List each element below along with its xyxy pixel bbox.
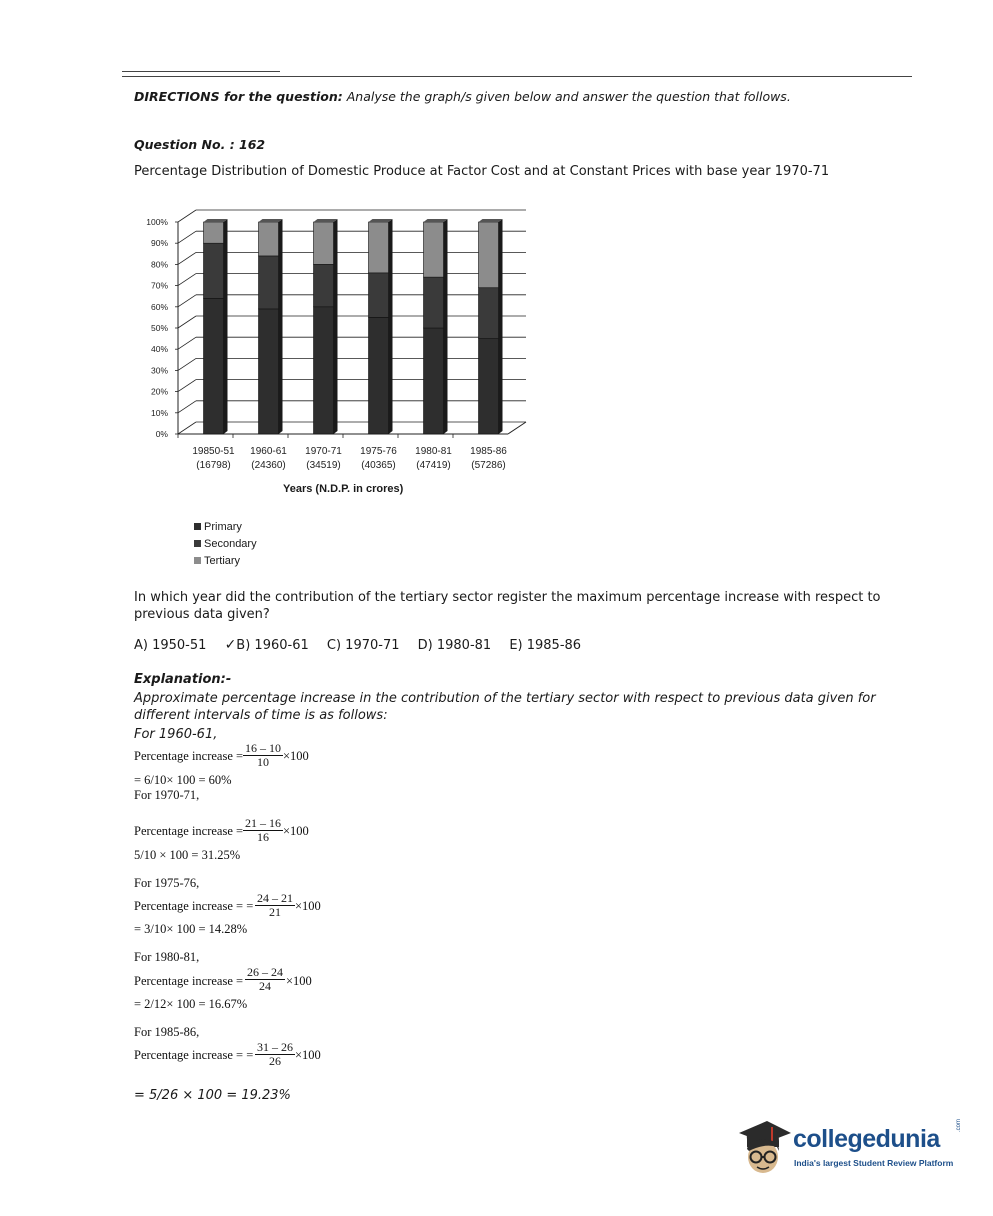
answer-options <box>134 637 595 653</box>
x-tick-label-ndp: (40365) <box>361 460 396 471</box>
bar-tertiary-5 <box>479 222 499 288</box>
x-tick-label-year: 1980-81 <box>415 446 452 457</box>
bar-top-1 <box>259 219 283 222</box>
x-axis-label: Years (N.D.P. in crores) <box>283 483 404 495</box>
calc-label-1975: Percentage increase = = <box>134 899 254 913</box>
bar-secondary-2 <box>314 264 334 306</box>
option-d[interactable]: D) 1980-81 <box>417 638 492 653</box>
bar-top-3 <box>369 219 393 222</box>
x-axis-diagonal <box>508 422 526 434</box>
bar-primary-5 <box>479 339 499 434</box>
grid-diagonal <box>178 380 196 392</box>
grid-diagonal <box>178 422 196 434</box>
y-tick-label: 30% <box>150 365 168 376</box>
question-text: In which year did the contribution of the tertiary sector register the maximum percentage increase with respect to previous data given? <box>134 590 881 622</box>
bar-side-1 <box>279 219 283 434</box>
legend-item-secondary: Secondary <box>194 536 257 553</box>
bar-top-5 <box>479 219 503 222</box>
grid-diagonal <box>178 274 196 286</box>
bar-tertiary-3 <box>369 222 389 273</box>
grid-diagonal <box>178 358 196 370</box>
calc-label-1960: Percentage increase = <box>134 749 244 763</box>
y-tick-label: 60% <box>150 301 168 312</box>
grid-diagonal <box>178 316 196 328</box>
y-tick-label: 20% <box>150 386 168 397</box>
calc-tail-1960: ×100 <box>283 749 309 763</box>
x-tick-label-ndp: (57286) <box>471 460 506 471</box>
legend-swatch-primary <box>194 523 201 530</box>
y-tick-label: 90% <box>150 238 168 249</box>
calc-tail-1985: ×100 <box>295 1048 321 1062</box>
bar-top-4 <box>424 219 448 222</box>
bar-primary-4 <box>424 328 444 434</box>
fraction-1980: $\frac{26 - 24}{24}$ <box>247 965 283 993</box>
legend-item-tertiary: Tertiary <box>194 553 257 570</box>
fraction-1985: $\frac{31 - 26}{26}$ <box>257 1040 293 1068</box>
stacked-bar-chart <box>130 200 550 500</box>
logo-suffix: .com <box>956 1118 962 1132</box>
bar-secondary-1 <box>259 256 279 309</box>
x-tick-label-year: 1970-71 <box>305 446 342 457</box>
option-e[interactable]: E) 1985-86 <box>509 638 582 653</box>
directions-text: Analyse the graph/s given below and answer the question that follows. <box>342 89 791 104</box>
calc-for-1970: For 1970-71, <box>134 788 200 802</box>
bar-secondary-4 <box>424 277 444 328</box>
x-tick-label-ndp: (24360) <box>251 460 286 471</box>
directions-label: DIRECTIONS for the question: <box>134 89 343 104</box>
final-result: = 5/26 × 100 = 19.23% <box>134 1088 291 1103</box>
bar-tertiary-0 <box>204 222 224 243</box>
collegedunia-logo[interactable]: collegedunia <box>793 1125 940 1153</box>
explanation-heading: Explanation:- <box>134 672 232 687</box>
bar-primary-2 <box>314 307 334 434</box>
x-tick-label-year: 1975-76 <box>360 446 397 457</box>
calc-result-1975: = 3/10× 100 = 14.28% <box>134 922 248 936</box>
y-tick-label: 70% <box>150 280 168 291</box>
x-tick-label-ndp: (16798) <box>196 460 231 471</box>
header-rule <box>122 76 912 77</box>
fraction-1975: $\frac{24 - 21}{21}$ <box>257 891 293 919</box>
bar-top-2 <box>314 219 338 222</box>
option-b[interactable]: B) 1960-61 <box>236 638 309 653</box>
option-a[interactable]: A) 1950-51 <box>134 638 207 653</box>
x-tick-label-ndp: (34519) <box>306 460 341 471</box>
grid-diagonal <box>178 401 196 413</box>
chart-legend <box>194 519 257 570</box>
calc-label-1980: Percentage increase = <box>134 974 244 988</box>
grid-diagonal <box>178 295 196 307</box>
fraction-1960: $\frac{16 - 10}{10}$ <box>245 741 281 769</box>
explanation-first-interval: For 1960-61, <box>134 727 218 742</box>
calc-tail-1975: ×100 <box>295 899 321 913</box>
logo-tagline: India's largest Student Review Platform <box>794 1158 954 1168</box>
legend-swatch-secondary <box>194 540 201 547</box>
calc-for-1980: For 1980-81, <box>134 950 200 964</box>
bar-tertiary-4 <box>424 222 444 277</box>
directions <box>134 89 791 104</box>
calc-tail-1980: ×100 <box>286 974 312 988</box>
question-number: Question No. : 162 <box>134 137 266 152</box>
y-tick-label: 10% <box>150 407 168 418</box>
y-tick-label: 100% <box>146 217 168 227</box>
x-tick-label-year: 1960-61 <box>250 446 287 457</box>
header-rule-short <box>122 71 280 72</box>
calc-result-1960: = 6/10× 100 = 60% <box>134 773 232 787</box>
y-tick-label: 0% <box>155 429 168 439</box>
calc-result-1970: 5/10 × 100 = 31.25% <box>134 848 241 862</box>
calc-result-1980: = 2/12× 100 = 16.67% <box>134 997 248 1011</box>
y-tick-label: 80% <box>150 259 168 270</box>
calc-tail-1970: ×100 <box>283 824 309 838</box>
chart-title: Percentage Distribution of Domestic Produce at Factor Cost and at Constant Prices with base year 1970-71 <box>134 164 830 179</box>
legend-item-primary: Primary <box>194 519 257 536</box>
calc-for-1985: For 1985-86, <box>134 1025 200 1039</box>
bar-primary-1 <box>259 309 279 434</box>
explanation-intro: Approximate percentage increase in the contribution of the tertiary sector with respect to previous data given for different intervals of time is as follows: <box>134 691 876 723</box>
bar-tertiary-1 <box>259 222 279 256</box>
bar-side-4 <box>444 219 448 434</box>
legend-swatch-tertiary <box>194 557 201 564</box>
bar-side-5 <box>499 219 503 434</box>
calc-label-1985: Percentage increase = = <box>134 1048 254 1062</box>
option-c[interactable]: C) 1970-71 <box>326 638 400 653</box>
grid-diagonal <box>178 231 196 243</box>
x-tick-label-year: 19850-51 <box>192 446 235 457</box>
grid-diagonal <box>178 252 196 264</box>
bar-side-0 <box>224 219 228 434</box>
fraction-1970: $\frac{21 - 16}{16}$ <box>245 816 281 844</box>
bar-primary-3 <box>369 317 389 434</box>
bar-primary-0 <box>204 298 224 434</box>
bar-secondary-0 <box>204 243 224 298</box>
bar-side-3 <box>389 219 393 434</box>
x-tick-label-ndp: (47419) <box>416 460 451 471</box>
y-tick-label: 40% <box>150 344 168 355</box>
calc-label-1970: Percentage increase = <box>134 824 244 838</box>
student-mascot-icon <box>735 1113 793 1179</box>
bar-top-0 <box>204 219 228 222</box>
bar-secondary-3 <box>369 273 389 318</box>
grid-diagonal <box>178 210 196 222</box>
grid-diagonal <box>178 337 196 349</box>
x-tick-label-year: 1985-86 <box>470 446 507 457</box>
bar-side-2 <box>334 219 338 434</box>
correct-check-icon: ✓ <box>224 637 237 653</box>
bar-tertiary-2 <box>314 222 334 264</box>
y-tick-label: 50% <box>150 323 168 333</box>
calc-for-1975: For 1975-76, <box>134 876 200 890</box>
bar-secondary-5 <box>479 288 499 339</box>
